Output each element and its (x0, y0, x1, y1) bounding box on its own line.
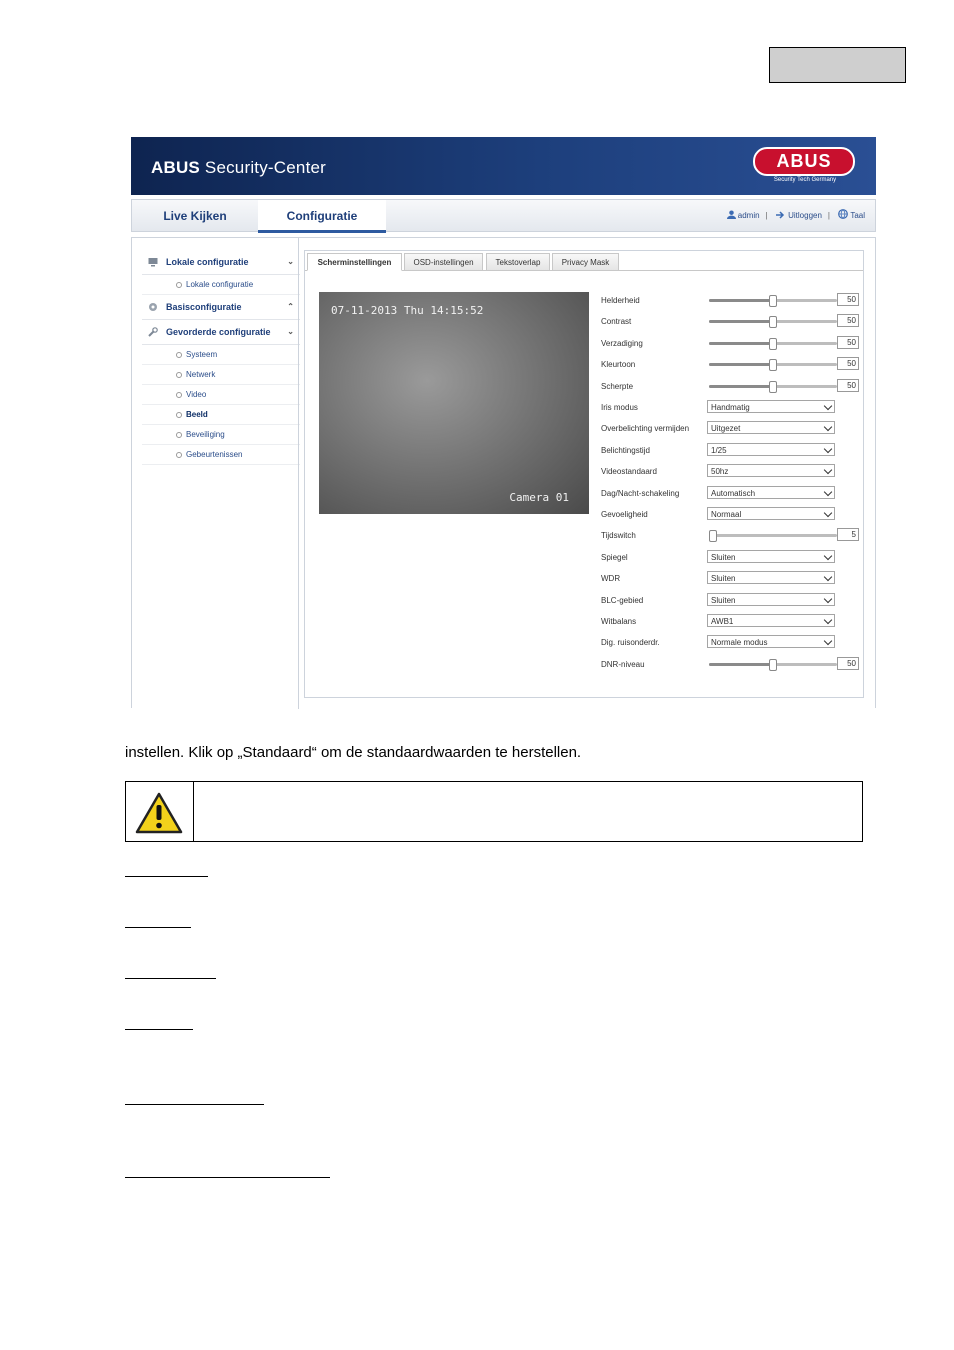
heading-underline (125, 978, 216, 979)
setting-label: Dag/Nacht-schakeling (601, 488, 680, 498)
top-nav (131, 199, 876, 232)
app-title: ABUS Security-Center (151, 158, 327, 177)
chevron-down-icon (824, 552, 832, 560)
setting-label: WDR (601, 574, 621, 584)
heading-underline (125, 1177, 330, 1178)
tab-privacy-mask[interactable]: Privacy Mask (552, 253, 619, 271)
chevron-down-icon (824, 466, 832, 474)
setting-row (601, 549, 861, 570)
sidebar-divider (298, 238, 299, 709)
logout-icon (776, 211, 786, 219)
tab-osd-instellingen[interactable]: OSD-instellingen (404, 253, 483, 271)
select-value: Sluiten (711, 595, 736, 605)
select-value: Sluiten (711, 574, 736, 584)
tab-scherminstellingen[interactable]: Scherminstellingen (307, 253, 402, 271)
setting-select[interactable] (707, 635, 835, 648)
setting-slider[interactable] (709, 534, 837, 537)
chevron-down-icon (824, 594, 832, 602)
globe-icon (838, 209, 848, 219)
chevron-down-icon: ⌄ (287, 327, 294, 336)
select-value: Automatisch (711, 488, 756, 498)
sidebar-item-netwerk[interactable]: Netwerk (142, 365, 300, 385)
heading-underline (125, 1104, 264, 1105)
setting-row (601, 378, 861, 399)
user-name[interactable]: admin (737, 211, 760, 220)
slider-handle[interactable] (709, 530, 717, 542)
heading-underline (125, 1029, 193, 1030)
warning-triangle-icon (134, 791, 184, 835)
select-value: 1/25 (711, 445, 727, 455)
setting-row (601, 399, 861, 420)
select-value: Normale modus (711, 638, 768, 648)
setting-value-input[interactable]: 50 (837, 657, 859, 670)
setting-row (601, 613, 861, 634)
user-icon (727, 210, 736, 219)
select-value: Normaal (711, 510, 742, 519)
app-banner (131, 137, 876, 195)
setting-select[interactable] (707, 571, 835, 584)
setting-select[interactable] (707, 550, 835, 563)
sidebar-section-basis[interactable]: Basisconfiguratie ⌃ (142, 295, 300, 320)
slider-fill (709, 663, 773, 666)
setting-row (601, 634, 861, 655)
setting-row (601, 592, 861, 613)
body-paragraph: instellen. Klik op „Standaard“ om de standaardwaarden te herstellen. (125, 744, 582, 761)
setting-row (601, 442, 861, 463)
tab-live-kijken[interactable]: Live Kijken (163, 209, 227, 223)
sidebar-item-beeld[interactable]: Beeld (142, 405, 300, 425)
setting-value-input[interactable]: 50 (837, 357, 859, 370)
setting-label: Iris modus (601, 403, 638, 412)
slider-handle[interactable] (769, 295, 777, 307)
setting-select[interactable] (707, 421, 835, 434)
setting-row (601, 463, 861, 484)
setting-value-input[interactable]: 50 (837, 293, 859, 306)
slider-handle[interactable] (769, 659, 777, 671)
setting-select[interactable] (707, 400, 835, 413)
slider-handle[interactable] (769, 381, 777, 393)
sidebar-item-beveiliging[interactable]: Beveiliging (142, 425, 300, 445)
main-area (131, 237, 876, 708)
setting-label: Overbelichting vermijden (601, 424, 690, 434)
setting-slider[interactable] (709, 320, 837, 323)
slider-handle[interactable] (769, 338, 777, 350)
gear-icon (148, 302, 158, 312)
sidebar (142, 250, 300, 465)
sidebar-section-lokale[interactable]: Lokale configuratie ⌄ (142, 250, 300, 275)
setting-label: Belichtingstijd (601, 445, 650, 455)
setting-select[interactable] (707, 593, 835, 606)
settings-panel (304, 250, 864, 698)
setting-label: BLC-gebied (601, 595, 644, 605)
setting-value-input[interactable]: 50 (837, 336, 859, 349)
setting-label: Videostandaard (601, 467, 657, 477)
setting-label: Dig. ruisonderdr. (601, 638, 660, 648)
setting-label: Verzadiging (601, 338, 643, 348)
setting-value-input[interactable]: 50 (837, 314, 859, 327)
chevron-down-icon (824, 402, 832, 410)
sidebar-section-gevorderd[interactable]: Gevorderde configuratie ⌄ (142, 320, 300, 345)
setting-value-input[interactable]: 50 (837, 379, 859, 392)
setting-row (601, 420, 861, 441)
user-links: admin | Uitloggen | Taal (727, 200, 865, 232)
select-value: AWB1 (711, 617, 734, 626)
heading-underline (125, 876, 208, 877)
chevron-down-icon (824, 509, 832, 517)
sidebar-item-systeem[interactable]: Systeem (142, 345, 300, 365)
slider-fill (709, 385, 773, 388)
setting-select[interactable] (707, 614, 835, 627)
slider-fill (709, 363, 773, 366)
setting-label: Helderheid (601, 296, 640, 305)
setting-row (601, 335, 861, 356)
setting-slider[interactable] (709, 663, 837, 666)
sidebar-item-video[interactable]: Video (142, 385, 300, 405)
select-value: 50hz (711, 467, 729, 477)
setting-value-input[interactable]: 5 (837, 528, 859, 541)
slider-handle[interactable] (769, 316, 777, 328)
tab-tekstoverlap[interactable]: Tekstoverlap (486, 253, 550, 271)
setting-row (601, 656, 861, 677)
setting-label: DNR-niveau (601, 659, 645, 669)
setting-row (601, 292, 861, 313)
chevron-down-icon (824, 573, 832, 581)
setting-label: Tijdswitch (601, 531, 636, 541)
select-value: Uitgezet (711, 424, 741, 434)
setting-row (601, 570, 861, 591)
header-grey-box (769, 47, 906, 83)
setting-slider[interactable] (709, 363, 837, 366)
heading-underline (125, 927, 191, 928)
screenshot-frame (131, 137, 876, 708)
setting-row (601, 485, 861, 506)
warning-box (125, 781, 863, 842)
abus-logo (753, 147, 855, 187)
setting-row (601, 356, 861, 377)
setting-row (601, 313, 861, 334)
video-preview (319, 292, 589, 514)
sidebar-item-lokale-configuratie[interactable]: Lokale configuratie (142, 275, 300, 295)
setting-select[interactable] (707, 464, 835, 477)
setting-label: Gevoeligheid (601, 510, 648, 519)
setting-select[interactable] (707, 486, 835, 499)
setting-slider[interactable] (709, 299, 837, 302)
setting-label: Kleurtoon (601, 360, 636, 370)
chevron-down-icon: ⌄ (287, 257, 294, 266)
chevron-down-icon (824, 423, 832, 431)
slider-fill (709, 299, 773, 302)
logo-tagline: Security Tech Germany (773, 177, 837, 183)
video-timestamp: 07-11-2013 Thu 14:15:52 (331, 304, 484, 317)
video-camera-label: Camera 01 (509, 491, 569, 504)
select-value: Handmatig (711, 403, 750, 412)
setting-row (601, 506, 861, 527)
wrench-icon (148, 327, 158, 337)
chevron-down-icon (824, 637, 832, 645)
slider-fill (709, 320, 773, 323)
sidebar-item-gebeurtenissen[interactable]: Gebeurtenissen (142, 445, 300, 465)
chevron-down-icon (824, 616, 832, 624)
setting-select[interactable] (707, 507, 835, 520)
chevron-down-icon (824, 445, 832, 453)
setting-row (601, 527, 861, 548)
monitor-icon (148, 257, 158, 267)
setting-label: Witbalans (601, 617, 637, 626)
chevron-down-icon (824, 487, 832, 495)
setting-select[interactable] (707, 443, 835, 456)
setting-label: Contrast (601, 317, 632, 327)
setting-label: Scherpte (601, 381, 634, 391)
chevron-up-icon: ⌃ (287, 302, 294, 311)
warning-icon-cell (126, 782, 194, 841)
setting-label: Spiegel (601, 552, 628, 562)
logout-link[interactable]: Uitloggen (788, 211, 822, 220)
slider-handle[interactable] (769, 359, 777, 371)
tab-configuratie[interactable]: Configuratie (258, 200, 386, 233)
setting-slider[interactable] (709, 342, 837, 345)
language-link[interactable]: Taal (850, 211, 865, 220)
logo-mark: ABUS (753, 147, 855, 176)
slider-fill (709, 342, 773, 345)
setting-slider[interactable] (709, 385, 837, 388)
select-value: Sluiten (711, 552, 736, 562)
